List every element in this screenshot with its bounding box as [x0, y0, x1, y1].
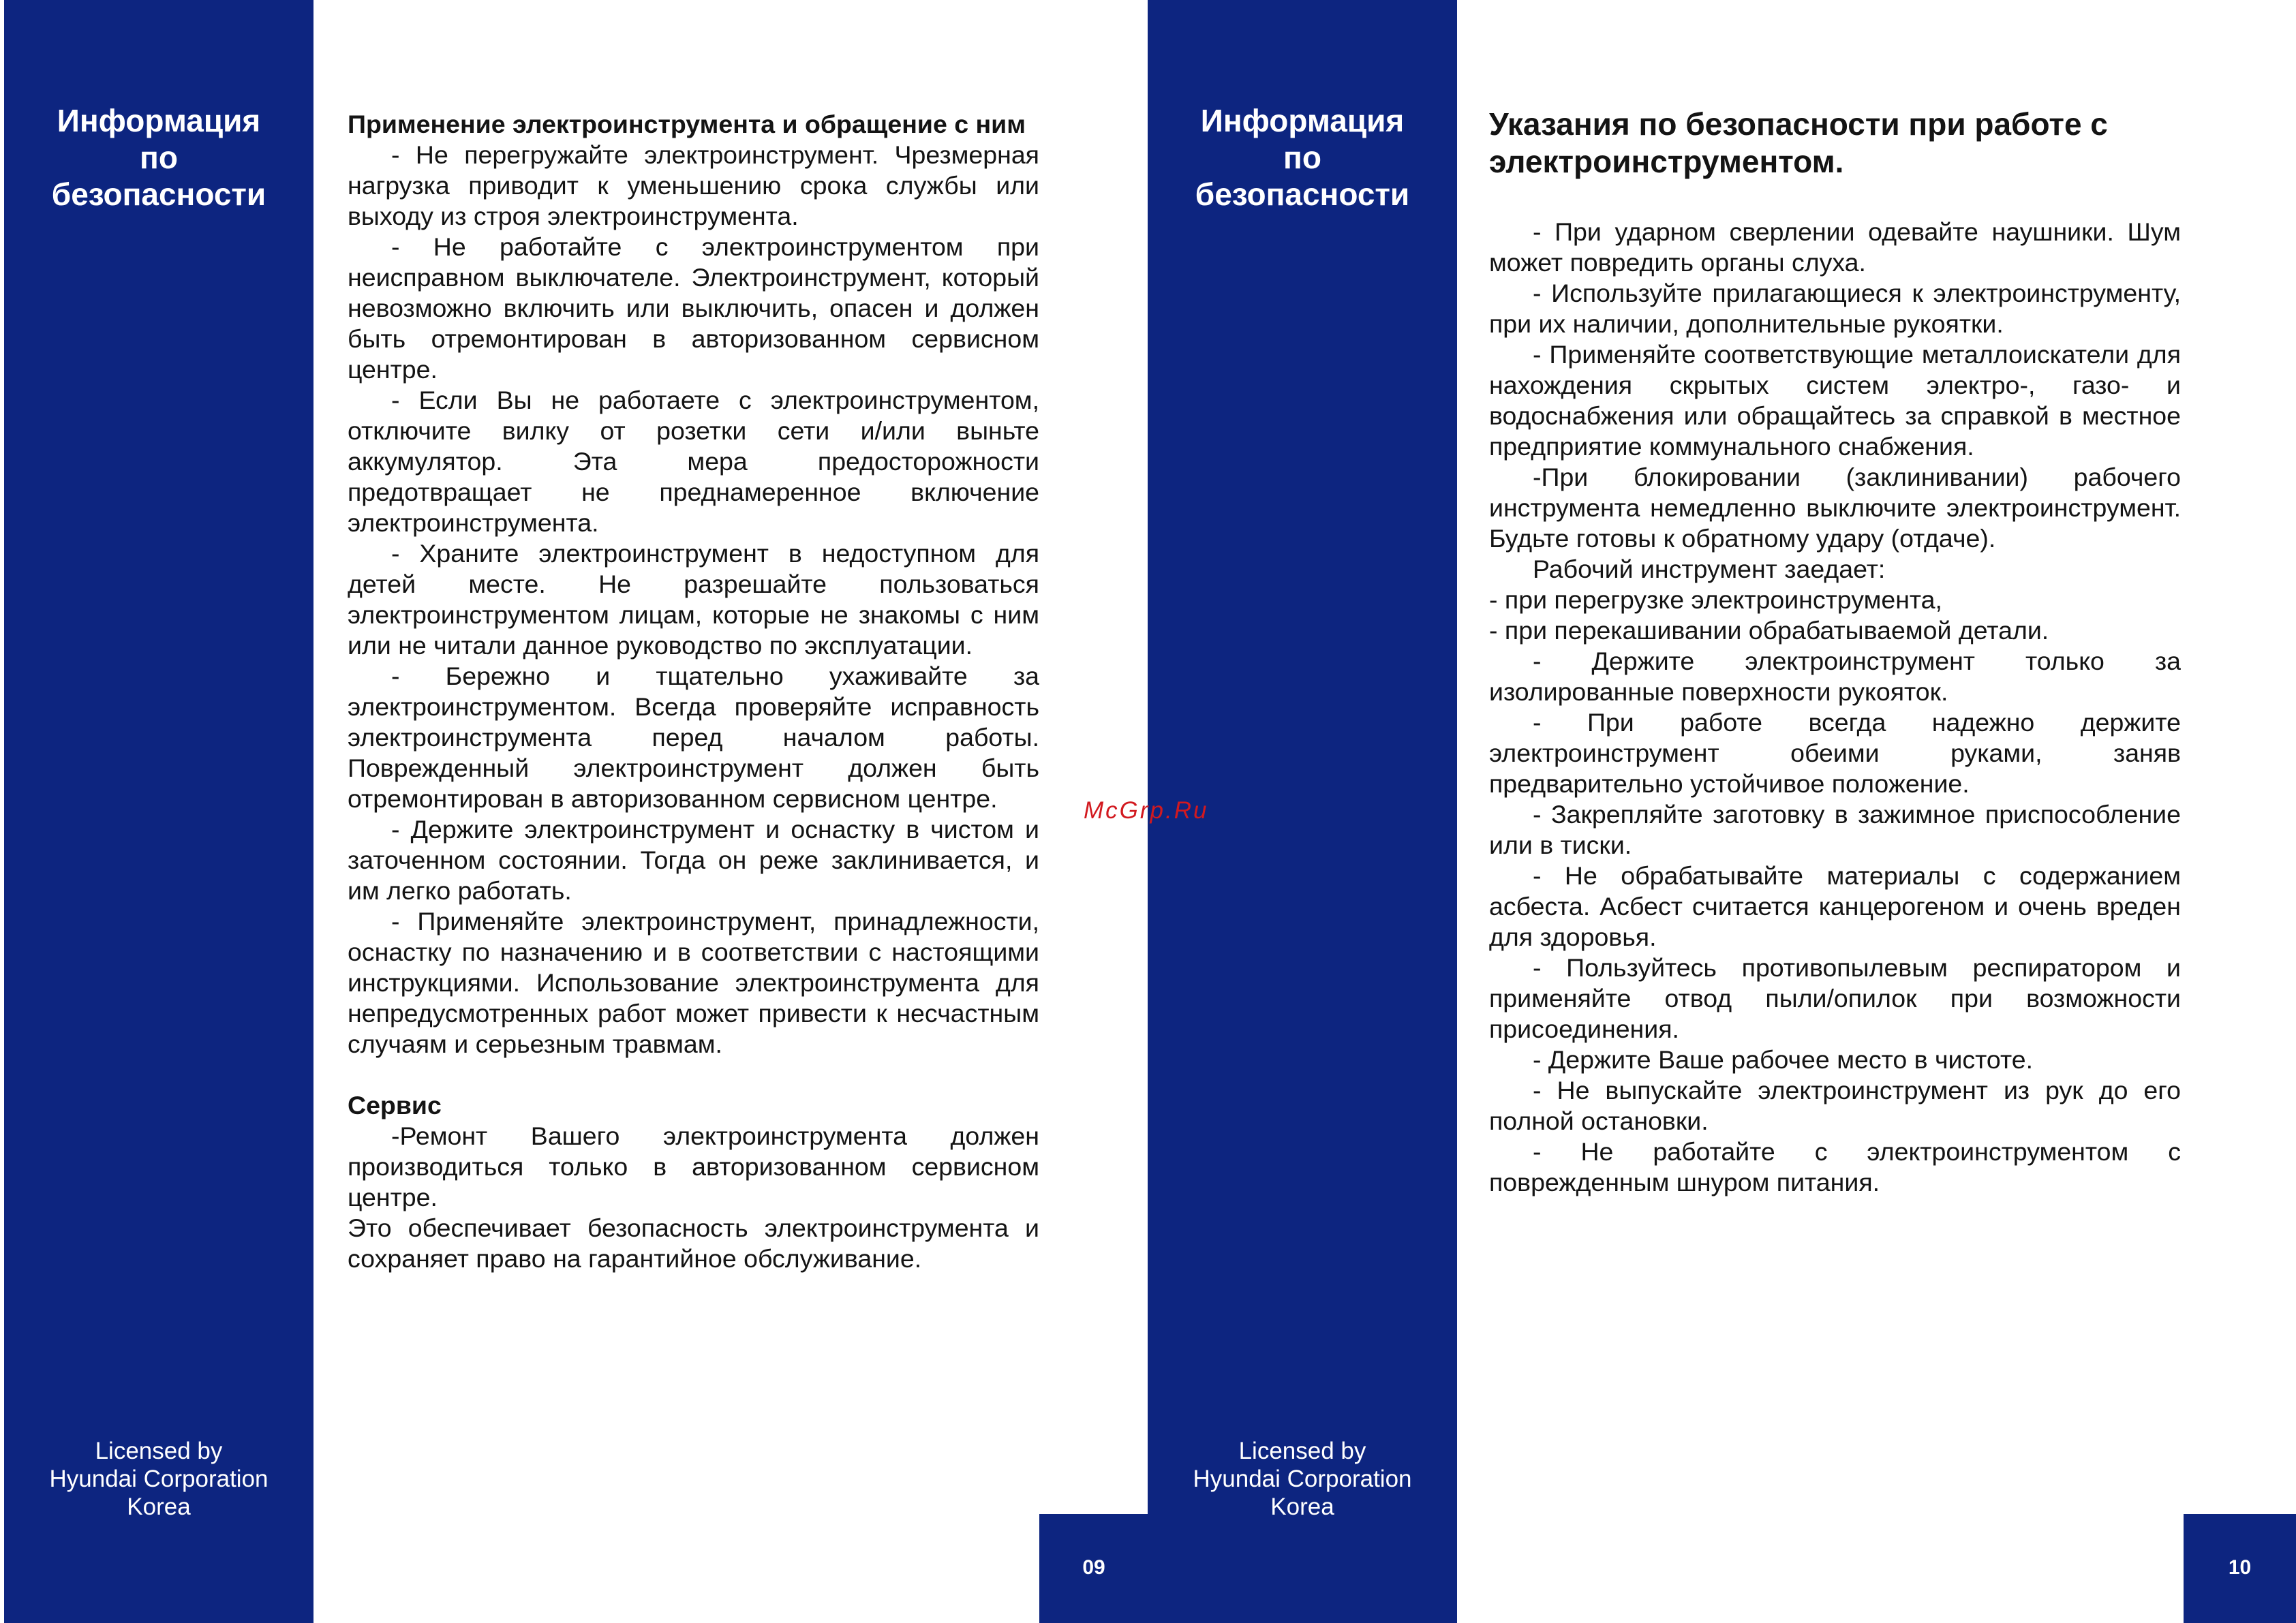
- paragraph: - Держите Ваше рабочее место в чистоте.: [1533, 1045, 2033, 1074]
- left-sidebar-title-line: по: [140, 140, 178, 175]
- paragraph: - Не обрабатывайте материалы с содержанием асбеста. Асбест считается канцерогеном и очень вреден для здоровья.: [1489, 861, 2181, 951]
- right-license-note: [1148, 1437, 1457, 1521]
- license-line: Licensed by: [1238, 1438, 1366, 1464]
- paragraph: - Держите электроинструмент и оснастку в чистом и заточенном состоянии. Тогда он реже заклинивается, и им легко работать.: [348, 815, 1039, 905]
- right-sidebar-title-line: по: [1283, 140, 1321, 175]
- section-spacer: [348, 1060, 1039, 1090]
- section-heading-service: Сервис: [348, 1091, 442, 1119]
- paragraph: Это обеспечивает безопасность электроинструмента и сохраняет право на гарантийное обслуживание.: [348, 1214, 1039, 1273]
- paragraph: - Применяйте соответствующие металлоискатели для нахождения скрытых систем электро-, газо- и водоснабжения или обращайтесь за справкой в местное предприятие коммунального снабжения.: [1489, 340, 2181, 461]
- paragraph: -Ремонт Вашего электроинструмента должен производиться только в авторизованном сервисном центре.: [348, 1122, 1039, 1211]
- left-license-note: [4, 1437, 313, 1521]
- paragraph: - Храните электроинструмент в недоступном для детей месте. Не разрешайте пользоваться электроинструментом лицам, которые не знакомы с ним или не читали данное руководство по эксплуатации.: [348, 539, 1039, 660]
- left-sidebar-title: [4, 102, 313, 213]
- license-line: Korea: [1270, 1494, 1334, 1520]
- left-sidebar: [4, 0, 313, 1623]
- paragraph: - Держите электроинструмент только за изолированные поверхности рукояток.: [1489, 647, 2181, 706]
- paragraph: - Применяйте электроинструмент, принадлежности, оснастку по назначению и в соответствии с настоящими инструкциями. Использование электроинструмента для непредусмотренных работ может привести к несчастным случаям и серьезным травмам.: [348, 907, 1039, 1058]
- right-sidebar-title: [1148, 102, 1457, 213]
- license-line: Korea: [127, 1494, 191, 1520]
- left-sidebar-title-line: безопасности: [51, 176, 266, 212]
- paragraph: - Не перегружайте электроинструмент. Чрезмерная нагрузка приводит к уменьшению срока службы или выходу из строя электроинструмента.: [348, 140, 1039, 230]
- paragraph: - Не работайте с электроинструментом с поврежденным шнуром питания.: [1489, 1137, 2181, 1196]
- right-page-number: 10: [2228, 1556, 2252, 1579]
- paragraph: - При работе всегда надежно держите электроинструмент обеими руками, заняв предварительно устойчивое положение.: [1489, 708, 2181, 798]
- license-line: Licensed by: [95, 1438, 223, 1464]
- paragraph: - Закрепляйте заготовку в зажимное приспособление или в тиски.: [1489, 800, 2181, 859]
- left-page-number: 09: [1082, 1556, 1105, 1579]
- right-title-line: Указания по безопасности при работе с: [1489, 106, 2108, 142]
- right-title-line: электроинструментом.: [1489, 144, 1844, 179]
- paragraph: - При ударном сверлении одевайте наушники. Шум может повредить органы слуха.: [1489, 217, 2181, 277]
- license-line: Hyundai Corporation: [49, 1466, 269, 1492]
- paragraph: - Используйте прилагающиеся к электроинструменту, при их наличии, дополнительные рукоятки.: [1489, 279, 2181, 338]
- right-text-column: [1489, 217, 2181, 1198]
- left-sidebar-title-line: Информация: [57, 103, 261, 138]
- paragraph: - Не выпускайте электроинструмент из рук до его полной остановки.: [1489, 1076, 2181, 1135]
- right-sidebar-title-line: безопасности: [1195, 176, 1410, 212]
- paragraph: - Пользуйтесь противопылевым респиратором и применяйте отвод пыли/опилок при возможности присоединения.: [1489, 953, 2181, 1043]
- left-text-column: [348, 109, 1039, 1274]
- section-heading-tool-use: Применение электроинструмента и обращение с ним: [348, 110, 1026, 138]
- paragraph: - Не работайте с электроинструментом при неисправном выключателе. Электроинструмент, который невозможно включить или выключить, опасен и должен быть отремонтирован в авторизованном сервисном центре.: [348, 232, 1039, 384]
- paragraph: - Если Вы не работаете с электроинструментом, отключите вилку от розетки сети и/или выньте аккумулятор. Эта мера предосторожности предотвращает не преднамеренное включение электроинструмента.: [348, 386, 1039, 537]
- paragraph: -При блокировании (заклинивании) рабочего инструмента немедленно выключите электроинструмент. Будьте готовы к обратному удару (отдаче).: [1489, 463, 2181, 553]
- paragraph: - Бережно и тщательно ухаживайте за электроинструментом. Всегда проверяйте исправность электроинструмента перед началом работы. Поврежденный электроинструмент должен быть отремонтирован в авторизованном сервисном центре.: [348, 662, 1039, 813]
- right-page-title: [1489, 106, 2184, 181]
- list-item: - при перекашивании обрабатываемой детали.: [1489, 616, 2049, 645]
- watermark: McGrp.Ru: [1084, 797, 1209, 824]
- paragraph: Рабочий инструмент заедает:: [1533, 555, 1886, 583]
- license-line: Hyundai Corporation: [1193, 1466, 1412, 1492]
- list-item: - при перегрузке электроинструмента,: [1489, 585, 1942, 614]
- right-sidebar-title-line: Информация: [1200, 103, 1405, 138]
